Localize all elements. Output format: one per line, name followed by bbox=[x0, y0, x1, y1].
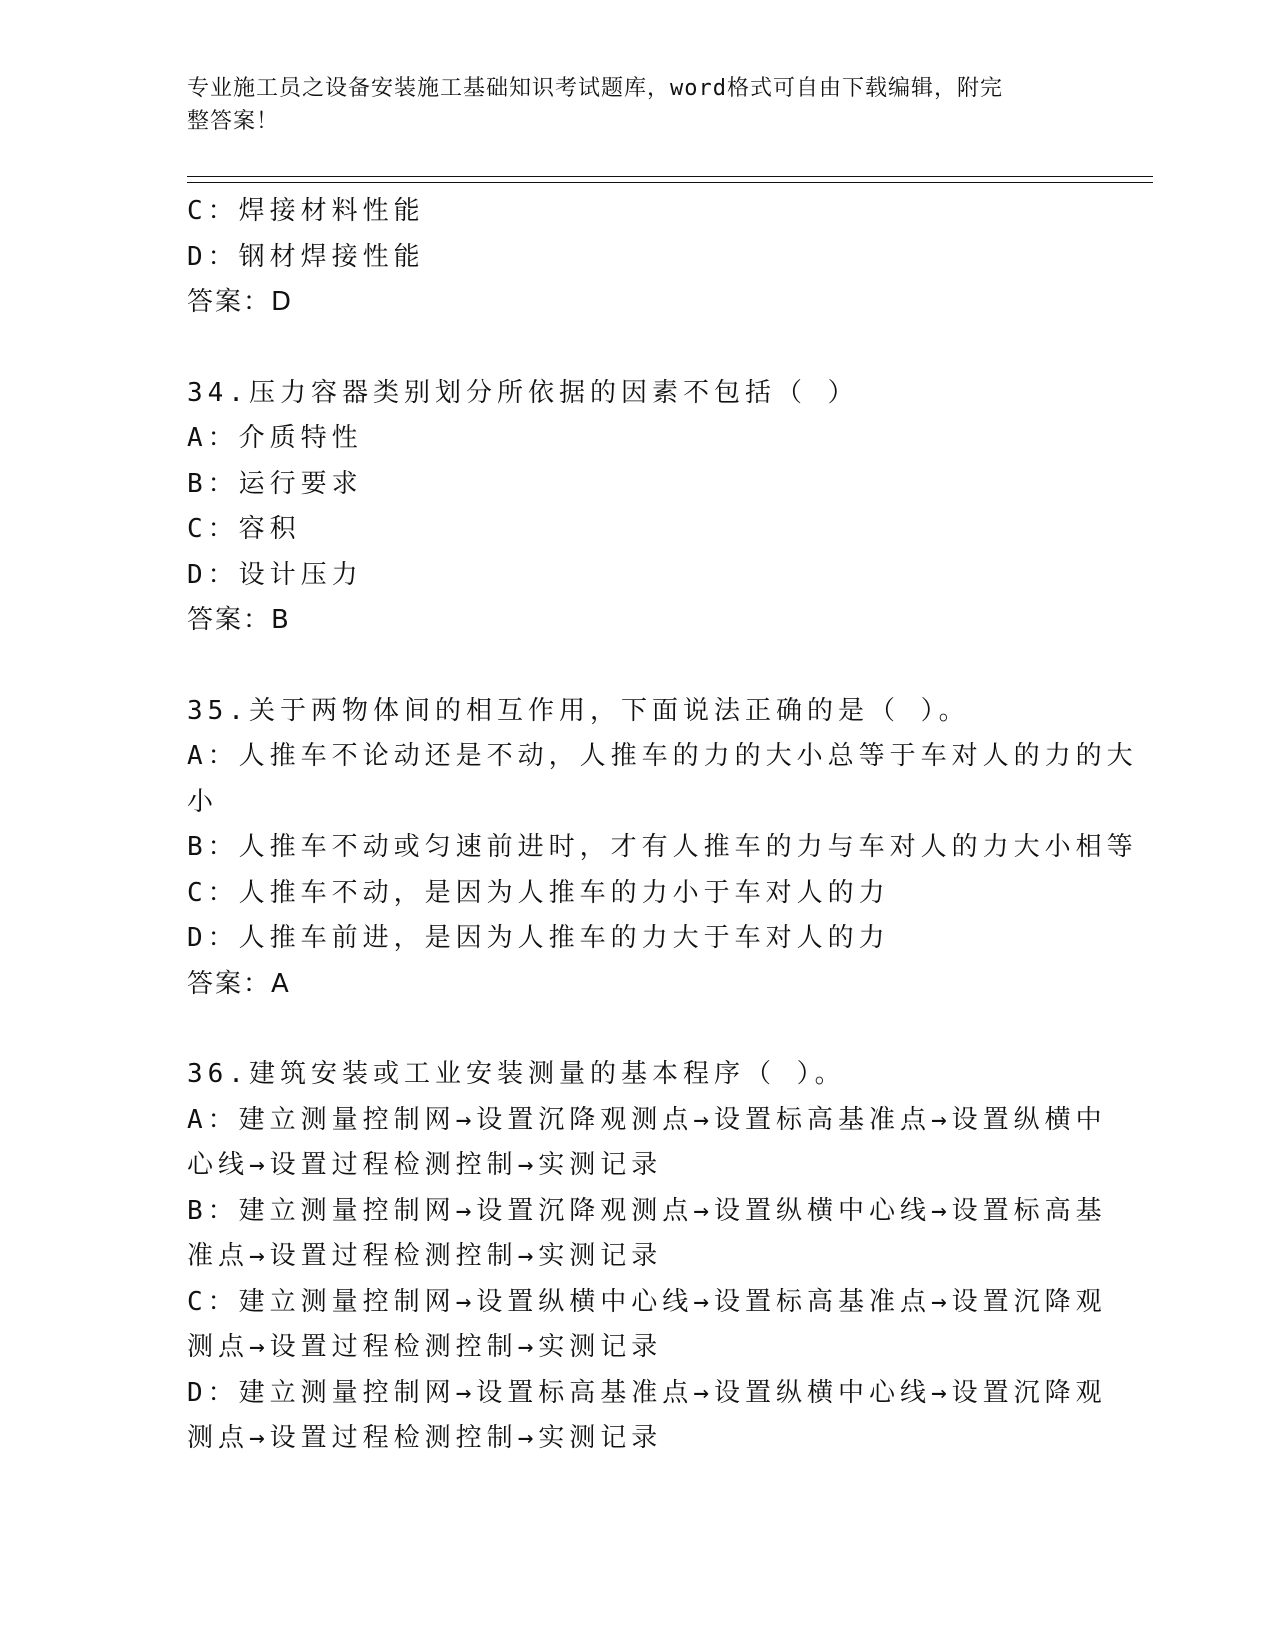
option-d: D：设计压力 bbox=[187, 559, 363, 590]
option-d: D：钢材焊接性能 bbox=[187, 241, 425, 272]
spacer bbox=[187, 326, 1087, 371]
option-b-line-1: B：建立测量控制网→设置沉降观测点→设置纵横中心线→设置标高基 bbox=[187, 1195, 1107, 1226]
question-stem: 36.建筑安装或工业安装测量的基本程序（ ）。 bbox=[187, 1059, 846, 1089]
option-a-line-2: 心线→设置过程检测控制→实测记录 bbox=[187, 1150, 663, 1180]
option-b-line-2: 准点→设置过程检测控制→实测记录 bbox=[187, 1241, 663, 1271]
document-header bbox=[187, 72, 1067, 138]
answer: 答案：B bbox=[187, 605, 291, 635]
option-c: C：人推车不动，是因为人推车的力小于车对人的力 bbox=[187, 877, 890, 908]
option-b: B：运行要求 bbox=[187, 468, 363, 499]
option-c: C：焊接材料性能 bbox=[187, 196, 425, 226]
question-36 bbox=[187, 1052, 1107, 1462]
option-a-line-1: A：建立测量控制网→设置沉降观测点→设置标高基准点→设置纵横中 bbox=[187, 1104, 1107, 1135]
option-d: D：人推车前进，是因为人推车的力大于车对人的力 bbox=[187, 923, 890, 953]
option-d-line-1: D：建立测量控制网→设置标高基准点→设置纵横中心线→设置沉降观 bbox=[187, 1377, 1107, 1408]
option-a: A：介质特性 bbox=[187, 423, 363, 453]
spacer bbox=[187, 644, 1087, 689]
header-line-2: 整答案！ bbox=[187, 109, 280, 134]
question-35 bbox=[187, 689, 1138, 1008]
option-d-line-2: 测点→设置过程检测控制→实测记录 bbox=[187, 1423, 663, 1453]
option-a-line-2: 小 bbox=[187, 786, 219, 817]
question-stem: 35.关于两物体间的相互作用，下面说法正确的是（ ）。 bbox=[187, 695, 970, 726]
question-33-tail bbox=[187, 189, 1087, 326]
question-stem: 34.压力容器类别划分所依据的因素不包括（ ） bbox=[187, 377, 859, 408]
option-b: B：人推车不动或匀速前进时，才有人推车的力与车对人的力大小相等 bbox=[187, 832, 1138, 862]
answer: 答案：D bbox=[187, 287, 294, 317]
answer: 答案：A bbox=[187, 968, 291, 999]
option-a-line-1: A：人推车不论动还是不动，人推车的力的大小总等于车对人的力的大 bbox=[187, 741, 1138, 771]
question-34 bbox=[187, 371, 1087, 644]
question-list bbox=[187, 189, 1138, 1462]
header-rule-top bbox=[187, 176, 1153, 177]
option-c-line-1: C：建立测量控制网→设置纵横中心线→设置标高基准点→设置沉降观 bbox=[187, 1286, 1107, 1317]
spacer bbox=[187, 1007, 1087, 1052]
header-line-1: 专业施工员之设备安装施工基础知识考试题库，word格式可自由下载编辑，附完 bbox=[187, 76, 1003, 101]
option-c-line-2: 测点→设置过程检测控制→实测记录 bbox=[187, 1332, 663, 1362]
header-rule-bottom bbox=[187, 182, 1153, 183]
option-c: C：容积 bbox=[187, 514, 301, 544]
